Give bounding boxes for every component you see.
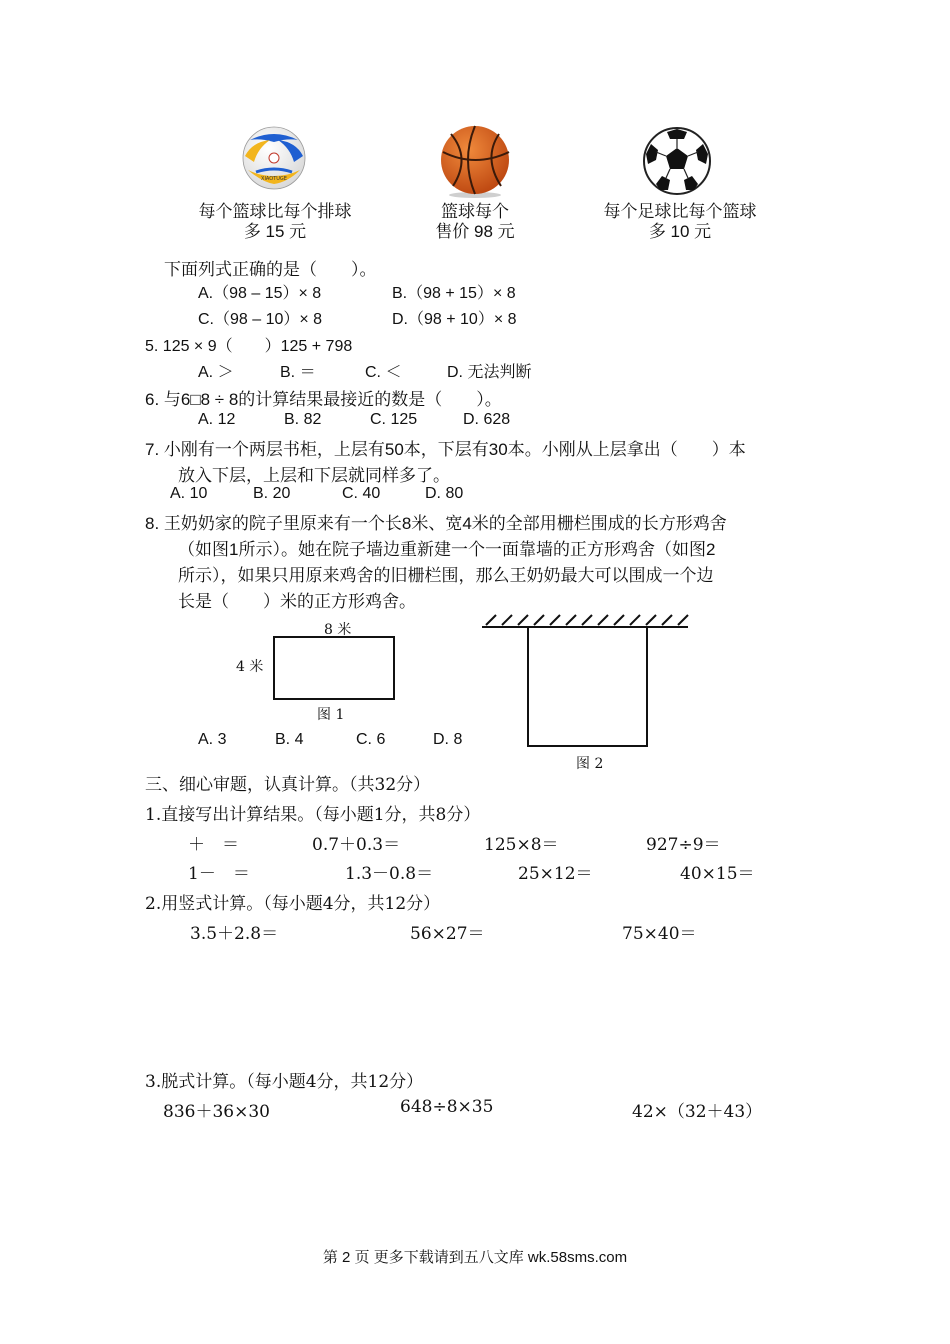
part1-r1-c1: ＋ ＝ <box>188 835 239 855</box>
fig1-rectangle <box>273 636 395 700</box>
part3-item1: 836＋36×30 <box>163 1102 270 1122</box>
basketball-caption-line2: 售价 98 元 <box>435 222 515 241</box>
volleyball-caption-line2: 多 15 元 <box>243 222 307 241</box>
part1-r1-c2: 0.7＋0.3＝ <box>312 835 401 855</box>
q6-option-c: C. 125 <box>370 411 418 428</box>
q8-option-d: D. 8 <box>433 731 463 748</box>
q7-stem-line2: 放入下层，上层和下层就同样多了。 <box>178 466 450 485</box>
q8-line1: 8. 王奶奶家的院子里原来有一个长8米、宽4米的全部用栅栏围成的长方形鸡舍 <box>145 514 727 533</box>
fig2-fence <box>528 627 647 746</box>
q5-option-b: B. ＝ <box>280 364 316 381</box>
q8-line2: （如图1所示）。她在院子墙边重新建一个一面靠墙的正方形鸡舍（如图2 <box>178 540 716 559</box>
q6-option-a: A. 12 <box>198 411 236 428</box>
q8-line3: 所示），如果只用原来鸡舍的旧栅栏围，那么王奶奶最大可以围成一个边 <box>178 566 714 585</box>
volleyball-caption-line1: 每个篮球比每个排球 <box>198 202 352 221</box>
q4-option-a: A.（98 – 15）× 8 <box>198 285 322 302</box>
part1-r2-c1: 1－ ＝ <box>188 864 250 884</box>
q4-option-c: C.（98 – 10）× 8 <box>198 311 323 328</box>
q6-option-d: D. 628 <box>463 411 511 428</box>
fig1-height-label: 4 米 <box>236 659 264 675</box>
part1-title: 1.直接写出计算结果。（每小题1分，共8分） <box>145 805 481 825</box>
q8-option-a: A. 3 <box>198 731 227 748</box>
q7-option-d: D. 80 <box>425 485 464 502</box>
q7-stem-line1: 7. 小刚有一个两层书柜，上层有50本，下层有30本。小刚从上层拿出（ ）本 <box>145 440 746 459</box>
part3-item2: 648÷8×35 <box>400 1097 494 1117</box>
part2-item1: 3.5＋2.8＝ <box>190 924 279 944</box>
q6-stem: 6. 与6□8 ÷ 8的计算结果最接近的数是（ ）。 <box>145 390 502 409</box>
soccer-ball-image <box>642 126 712 196</box>
part3-title: 3.脱式计算。（每小题4分，共12分） <box>145 1072 424 1092</box>
page-footer: 第 2 页 更多下载请到五八文库 wk.58sms.com <box>322 1249 628 1266</box>
part1-r1-c3: 125×8＝ <box>484 835 559 855</box>
q6-option-b: B. 82 <box>284 411 322 428</box>
q5-stem: 5. 125 × 9（ ）125 + 798 <box>145 338 353 355</box>
part3-item3: 42×（32＋43） <box>632 1102 763 1122</box>
section3-title: 三、细心审题，认真计算。（共32分） <box>145 775 431 795</box>
q8-option-b: B. 4 <box>275 731 304 748</box>
fig2-wall <box>482 615 688 627</box>
q5-option-d: D. 无法判断 <box>447 364 532 381</box>
basketball-caption <box>405 202 545 242</box>
part1-r2-c3: 25×12＝ <box>518 864 593 884</box>
q5-option-c: C. ＜ <box>365 364 402 381</box>
fig1-caption: 图 1 <box>317 707 345 723</box>
soccer-ball-caption <box>575 202 785 242</box>
volleyball-brand: XIAOTUGE <box>261 176 287 182</box>
volleyball-caption <box>170 202 380 242</box>
part1-r1-c4: 927÷9＝ <box>646 835 721 855</box>
fig2-diagram <box>480 613 692 749</box>
part1-r2-c2: 1.3－0.8＝ <box>345 864 434 884</box>
q5-option-a: A. ＞ <box>198 364 234 381</box>
q7-option-a: A. 10 <box>170 485 208 502</box>
part2-title: 2.用竖式计算。（每小题4分，共12分） <box>145 894 441 914</box>
q7-option-b: B. 20 <box>253 485 291 502</box>
soccer-ball-caption-line1: 每个足球比每个篮球 <box>603 202 757 221</box>
fig1-width-label: 8 米 <box>324 622 352 638</box>
q8-option-c: C. 6 <box>356 731 386 748</box>
q8-line4: 长是（ ）米的正方形鸡舍。 <box>178 592 416 611</box>
basketball-image <box>437 124 513 198</box>
soccer-ball-caption-line2: 多 10 元 <box>648 222 712 241</box>
volleyball-image <box>242 126 306 190</box>
part1-r2-c4: 40×15＝ <box>680 864 755 884</box>
fig2-caption: 图 2 <box>576 756 604 772</box>
part2-item2: 56×27＝ <box>410 924 485 944</box>
q4-option-b: B.（98 + 15）× 8 <box>392 285 516 302</box>
q4-option-d: D.（98 + 10）× 8 <box>392 311 517 328</box>
q4-stem: 下面列式正确的是（ ）。 <box>164 260 377 279</box>
part2-item3: 75×40＝ <box>622 924 697 944</box>
basketball-caption-line1: 篮球每个 <box>441 202 509 221</box>
q7-option-c: C. 40 <box>342 485 381 502</box>
